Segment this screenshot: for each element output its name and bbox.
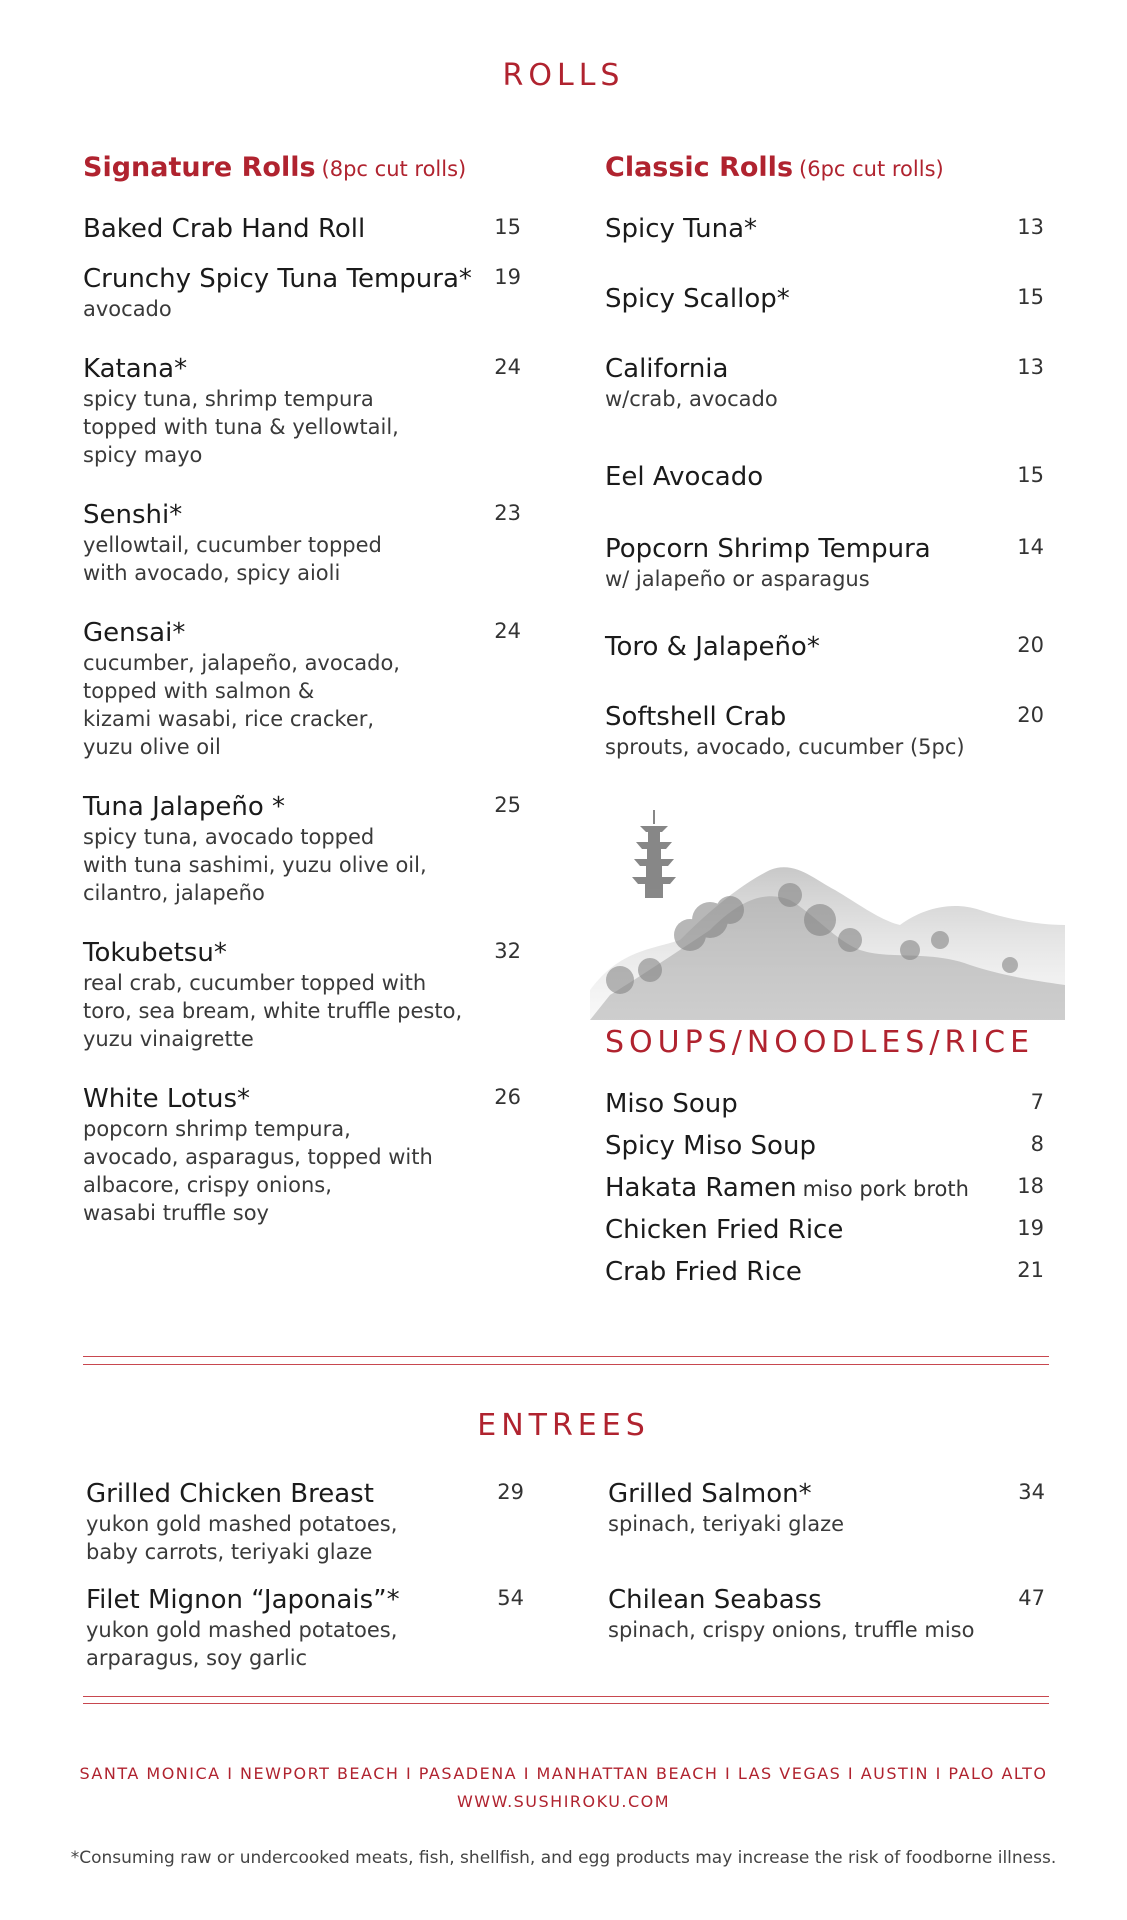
entrees-left-column [86, 1478, 524, 1672]
menu-item-price: 32 [494, 939, 521, 963]
menu-item [605, 533, 1044, 593]
soup-item-price: 18 [1017, 1174, 1044, 1198]
menu-item-name: Filet Mignon “Japonais”* [86, 1585, 400, 1615]
soup-item-name: Spicy Miso Soup [605, 1131, 816, 1161]
menu-item-name: Spicy Scallop* [605, 284, 790, 314]
soups-title: SOUPS/NOODLES/RICE [605, 1025, 1035, 1060]
raw-food-disclaimer: *Consuming raw or undercooked meats, fish, shellfish, and egg products may increase the risk of foodborne illness. [70, 1848, 1057, 1868]
menu-item [83, 499, 521, 587]
menu-item [86, 1584, 524, 1672]
menu-item [86, 1478, 524, 1566]
menu-item [83, 791, 521, 907]
divider-rule [83, 1696, 1049, 1697]
menu-item-price: 14 [1017, 535, 1044, 559]
menu-item-name: Gensai* [83, 618, 186, 648]
soups-section [605, 1025, 1044, 1298]
menu-item-name: White Lotus* [83, 1084, 251, 1114]
divider-rule [83, 1703, 1049, 1704]
menu-item-name: Toro & Jalapeño* [605, 632, 820, 662]
soup-item-price: 8 [1030, 1132, 1044, 1156]
menu-item-name: Spicy Tuna* [605, 214, 758, 244]
classic-rolls-heading [605, 152, 1044, 183]
menu-item-price: 24 [494, 355, 521, 379]
classic-rolls-subtitle: (6pc cut rolls) [799, 157, 944, 181]
signature-rolls-title: Signature Rolls [83, 152, 316, 183]
menu-item-description: yukon gold mashed potatoes, arparagus, soy garlic [86, 1618, 398, 1670]
menu-item [83, 263, 521, 323]
menu-item-name: Crunchy Spicy Tuna Tempura* [83, 264, 472, 294]
menu-item-price: 47 [1018, 1586, 1045, 1610]
menu-item-description: real crab, cucumber topped with toro, sea bream, white truffle pesto, yuzu vinaigrette [83, 971, 463, 1051]
classic-rolls-title: Classic Rolls [605, 152, 794, 183]
landscape-svg [590, 800, 1065, 1020]
menu-item-price: 20 [1017, 633, 1044, 657]
menu-item-price: 15 [494, 215, 521, 239]
menu-item-name: Grilled Salmon* [608, 1479, 812, 1509]
menu-item-description: spinach, crispy onions, truffle miso [608, 1618, 975, 1642]
entrees-right-column [608, 1478, 1045, 1644]
menu-item-price: 13 [1017, 215, 1044, 239]
soup-item-price: 7 [1030, 1090, 1044, 1114]
menu-item-price: 25 [494, 793, 521, 817]
soup-item [605, 1214, 1044, 1256]
divider-rule [83, 1364, 1049, 1365]
menu-item-price: 20 [1017, 703, 1044, 727]
rolls-title: ROLLS [502, 58, 625, 93]
soup-item [605, 1088, 1044, 1130]
signature-rolls-column [83, 152, 521, 1227]
menu-item [605, 461, 1044, 493]
menu-item [608, 1584, 1045, 1644]
soup-item-price: 21 [1017, 1258, 1044, 1282]
menu-item-name: Eel Avocado [605, 462, 764, 492]
menu-item-description: yukon gold mashed potatoes, baby carrots, teriyaki glaze [86, 1512, 398, 1564]
menu-item-price: 15 [1017, 463, 1044, 487]
menu-item-name: California [605, 354, 729, 384]
menu-item-description: spicy tuna, avocado topped with tuna sashimi, yuzu olive oil, cilantro, jalapeño [83, 825, 427, 905]
menu-item [605, 283, 1044, 315]
soup-item [605, 1172, 1044, 1214]
classic-rolls-column [605, 152, 1044, 761]
soup-item-name: Hakata Ramen [605, 1173, 797, 1203]
pagoda-landscape-illustration [590, 800, 1065, 1020]
menu-item [605, 631, 1044, 663]
menu-item-description: w/crab, avocado [605, 387, 778, 411]
menu-item-description: cucumber, jalapeño, avocado, topped with salmon & kizami wasabi, rice cracker, yuzu olive oil [83, 651, 400, 759]
menu-item-name: Chilean Seabass [608, 1585, 822, 1615]
entrees-right-list [608, 1478, 1045, 1644]
soup-item-name: Miso Soup [605, 1089, 738, 1119]
menu-item-name: Grilled Chicken Breast [86, 1479, 374, 1509]
menu-item-name: Softshell Crab [605, 702, 787, 732]
soups-list [605, 1088, 1044, 1298]
menu-item [83, 353, 521, 469]
signature-rolls-list [83, 213, 521, 1227]
menu-item [83, 213, 521, 245]
soup-item [605, 1130, 1044, 1172]
divider-rule [83, 1356, 1049, 1357]
menu-item-price: 24 [494, 619, 521, 643]
menu-item-description: avocado [83, 297, 172, 321]
signature-rolls-heading [83, 152, 521, 183]
entrees-title: ENTREES [477, 1408, 650, 1443]
menu-item [605, 701, 1044, 761]
signature-rolls-subtitle: (8pc cut rolls) [321, 157, 467, 181]
menu-item-description: spicy tuna, shrimp tempura topped with tuna & yellowtail, spicy mayo [83, 387, 399, 467]
menu-item [83, 1083, 521, 1227]
menu-item-price: 19 [494, 265, 521, 289]
menu-item-description: sprouts, avocado, cucumber (5pc) [605, 735, 965, 759]
website-link[interactable]: WWW.SUSHIROKU.COM [456, 1792, 671, 1811]
entrees-left-list [86, 1478, 524, 1672]
soup-item-name: Crab Fried Rice [605, 1257, 802, 1287]
menu-item-description: popcorn shrimp tempura, avocado, asparagus, topped with albacore, crispy onions, wasabi truffle soy [83, 1117, 433, 1225]
menu-item [605, 353, 1044, 413]
menu-item-price: 34 [1018, 1480, 1045, 1504]
menu-item-price: 13 [1017, 355, 1044, 379]
classic-rolls-list [605, 213, 1044, 761]
menu-item-price: 26 [494, 1085, 521, 1109]
soup-item-name: Chicken Fried Rice [605, 1215, 844, 1245]
soup-item-note: miso pork broth [802, 1177, 969, 1201]
menu-item-name: Baked Crab Hand Roll [83, 214, 366, 244]
menu-item-description: w/ jalapeño or asparagus [605, 567, 870, 591]
menu-item-name: Tokubetsu* [83, 938, 227, 968]
menu-item [83, 617, 521, 761]
menu-item-description: yellowtail, cucumber topped with avocado, spicy aioli [83, 533, 382, 585]
menu-item-price: 29 [497, 1480, 524, 1504]
menu-item-name: Popcorn Shrimp Tempura [605, 534, 931, 564]
soup-item [605, 1256, 1044, 1298]
menu-item-name: Tuna Jalapeño * [83, 792, 285, 822]
soup-item-price: 19 [1017, 1216, 1044, 1240]
menu-item-price: 15 [1017, 285, 1044, 309]
menu-item [608, 1478, 1045, 1538]
menu-item-description: spinach, teriyaki glaze [608, 1512, 845, 1536]
menu-item-name: Senshi* [83, 500, 183, 530]
locations-list: SANTA MONICA I NEWPORT BEACH I PASADENA I MANHATTAN BEACH I LAS VEGAS I AUSTIN I PALO ALTO [79, 1764, 1048, 1783]
menu-item-price: 54 [497, 1586, 524, 1610]
menu-item [83, 937, 521, 1053]
menu-item-price: 23 [494, 501, 521, 525]
menu-item-name: Katana* [83, 354, 188, 384]
menu-item [605, 213, 1044, 245]
